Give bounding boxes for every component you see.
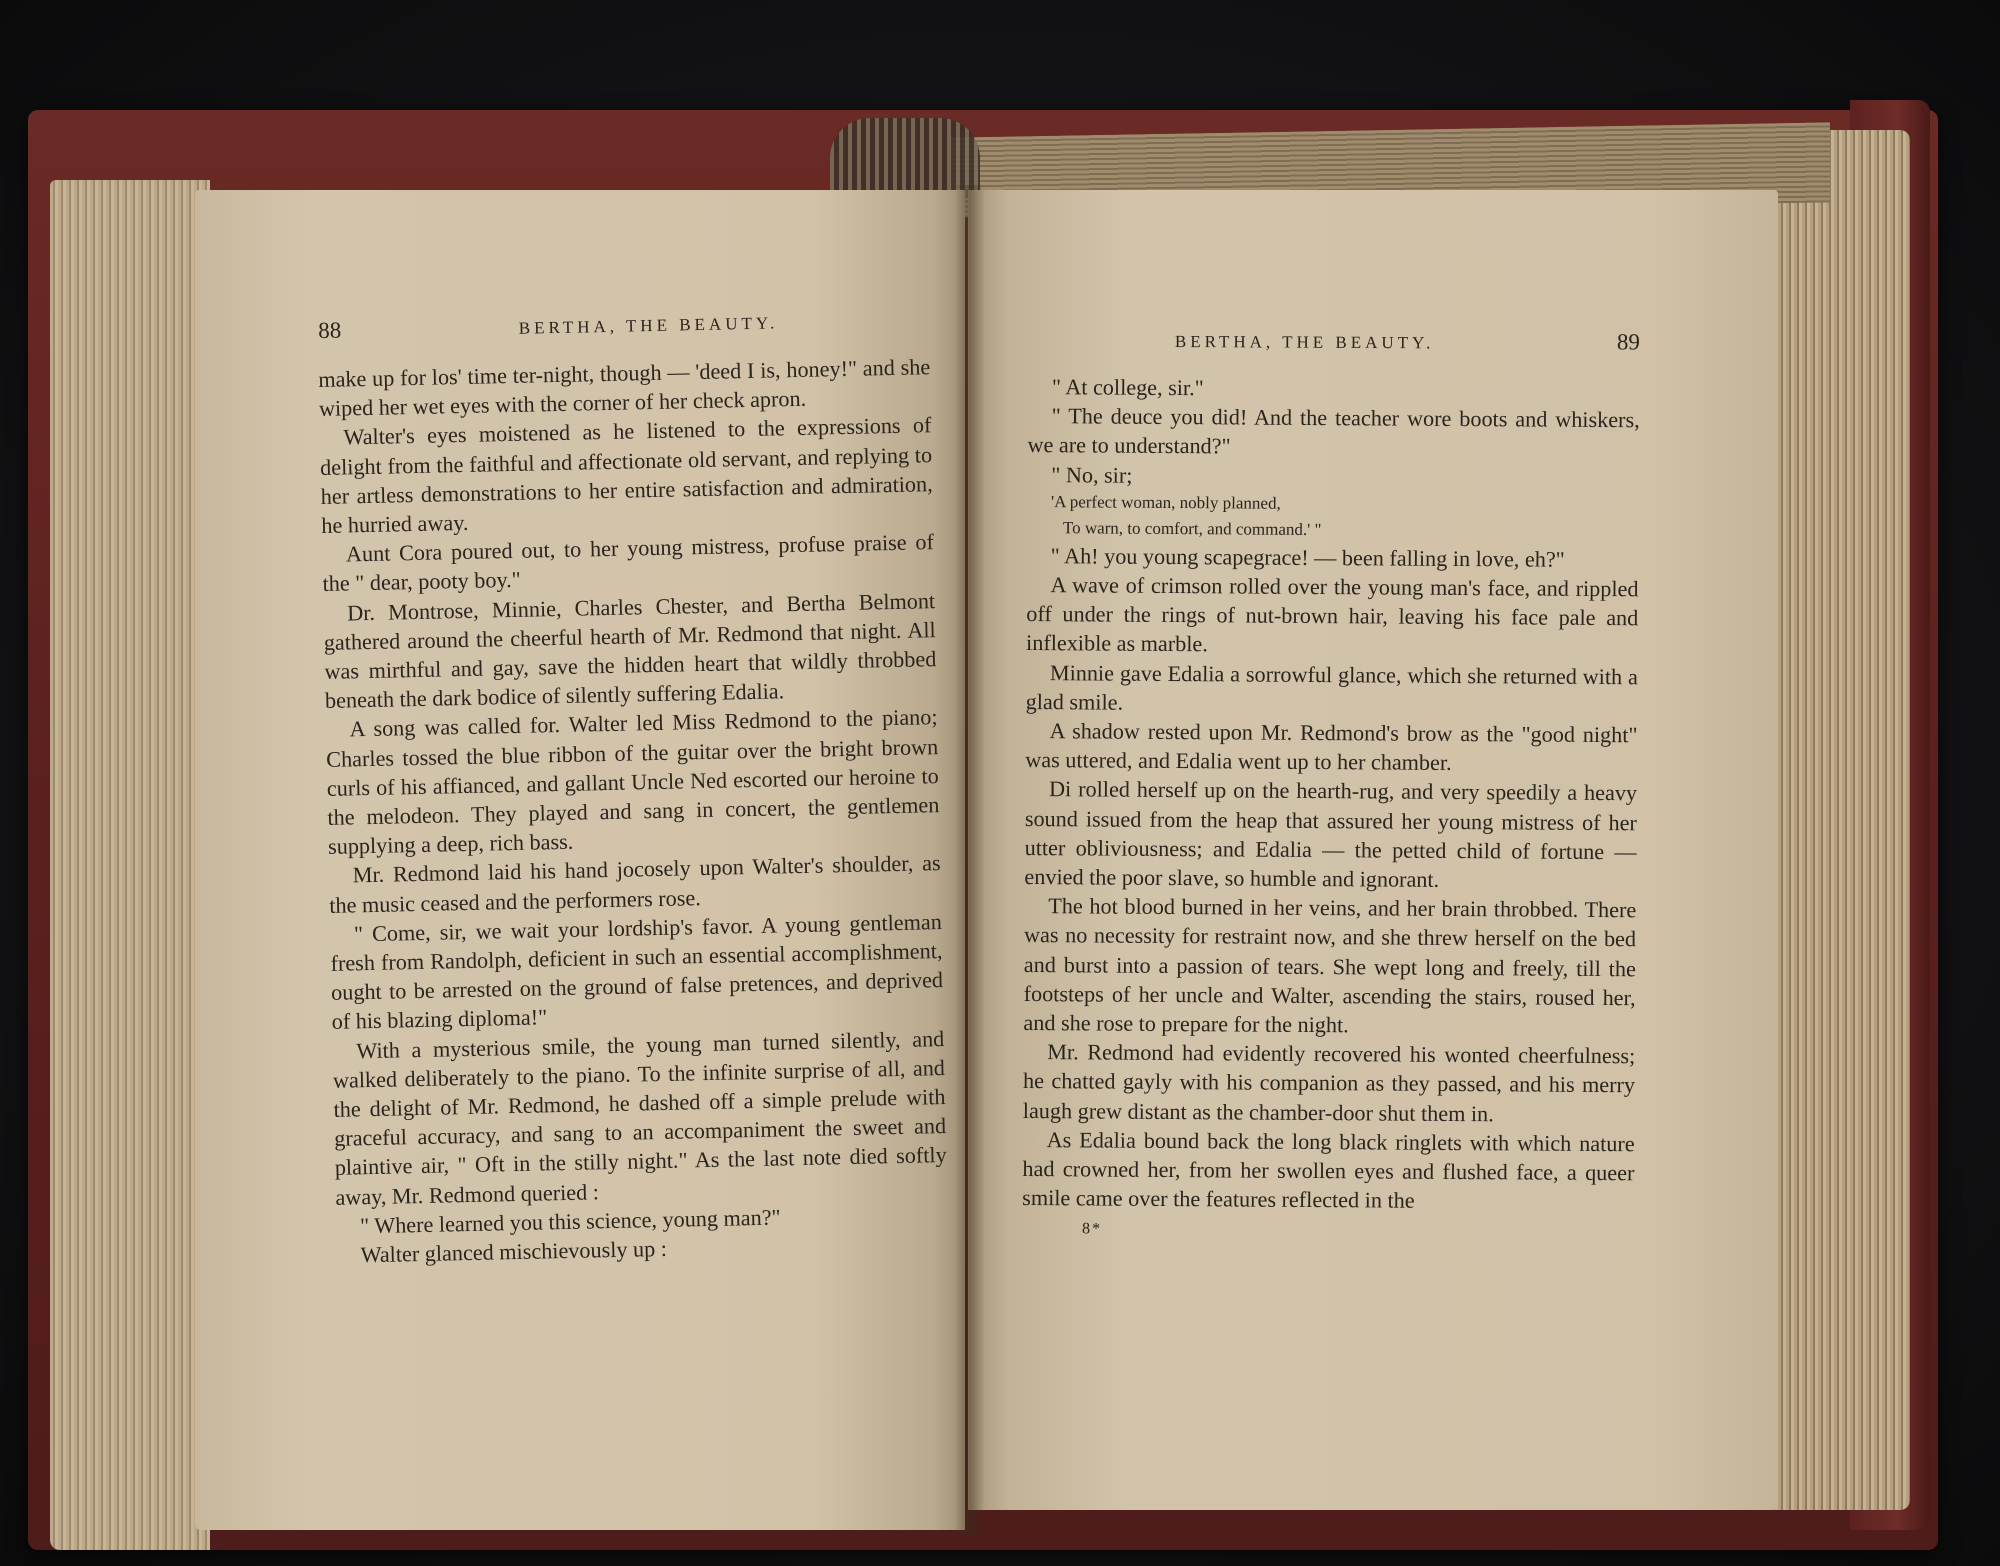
paragraph: The hot blood burned in her veins, and her brain throbbed. There was no necessity for restraint now, and she threw herself on the bed and burst into a passion of tears. She wept long and freely, till the footsteps of her uncle and Walter, ascending the stairs, roused her, and she rose to prepare for the night. — [1023, 893, 1637, 1038]
paragraph: Dr. Montrose, Minnie, Charles Chester, and Bertha Belmont gathered around the cheerful hearth of Mr. Redmond that night. All was mirthful and gay, save the hidden heart that wildly throbbed beneath the dark bodice of silently suffering Edalia. — [323, 587, 937, 714]
paragraph: A wave of crimson rolled over the young man's face, and rippled off under the rings of nut-brown hair, leaving his face pale and inflexible as marble. — [1026, 572, 1639, 657]
paragraph: make up for los' time ter-night, though — 'deed I is, honey!" and she wiped her wet eyes with the corner of her check apron. — [318, 354, 931, 422]
paragraph: Aunt Cora poured out, to her young mistress, profuse praise of the " dear, pooty boy." — [322, 529, 935, 597]
paragraph: " At college, sir." — [1051, 374, 1204, 401]
poem-quote — [1027, 489, 1639, 545]
paragraph: Walter glanced mischievously up : — [360, 1235, 668, 1268]
left-running-head: BERTHA, THE BEAUTY. — [518, 313, 779, 338]
right-running-head: BERTHA, THE BEAUTY. — [1174, 331, 1435, 353]
paragraph: Walter's eyes moistened as he listened to the expressions of delight from the faithful and affectionate old servant, and replying to her artless demonstrations to her entire satisfaction and admiration, he hurried away. — [319, 412, 933, 538]
paragraph: Mr. Redmond had evidently recovered his wonted cheerfulness; he chatted gayly with his companion as they passed, and his merry laugh grew distant as the chamber-door shut them in. — [1022, 1039, 1636, 1126]
right-page-number: 89 — [1616, 329, 1640, 355]
paragraph: With a mysterious smile, the young man turned silently, and walked deliberately to the piano. To the infinite surprise of all, and the delight of Mr. Redmond, he dashed off a simple prelude with graceful accuracy, and sang to an accompaniment the sweet and plaintive air, " Oft in the stilly night." As the last note died softly away, Mr. Redmond queried : — [332, 1025, 947, 1210]
right-running-header — [1175, 327, 1640, 355]
paragraph: " The deuce you did! And the teacher wore boots and whiskers, we are to understand?" — [1027, 403, 1640, 459]
paragraph: " Where learned you this science, young man?" — [359, 1204, 781, 1239]
paragraph: A song was called for. Walter led Miss Redmond to the piano; Charles tossed the blue ribbon of the guitar over the bright brown curls of his affianced, and gallant Uncle Ned escorted our heroine to the melodeon. They played and sang in concert, the gentlemen supplying a deep, rich bass. — [325, 704, 940, 860]
poem-line: 'A perfect woman, nobly planned, — [1051, 491, 1281, 513]
left-page-stack — [50, 180, 210, 1550]
right-page-stack — [1770, 130, 1910, 1510]
paragraph: Di rolled herself up on the hearth-rug, and very speedily a heavy sound issued from the heap that assured her young mistress of her utter obliviousness; and Edalia — the petted child of fortune — envied the poor slave, so humble and ignorant. — [1024, 776, 1638, 892]
poem-line: To warn, to comfort, and command.' " — [1062, 518, 1322, 539]
paragraph: " Ah! you young scapegrace! — been falling in love, eh?" — [1050, 542, 1565, 572]
right-page-text — [1022, 372, 1640, 1248]
left-page-number: 88 — [318, 317, 342, 343]
paragraph: Mr. Redmond laid his hand jocosely upon Walter's shoulder, as the music ceased and the performers rose. — [329, 850, 941, 918]
book-gutter — [955, 185, 985, 1535]
paragraph: As Edalia bound back the long black ringlets with which nature had crowned her, from her swollen eyes and flushed face, a queer smile came over the features reflected in the — [1022, 1127, 1635, 1214]
paragraph: A shadow rested upon Mr. Redmond's brow as the "good night" was uttered, and Edalia went up to her chamber. — [1025, 718, 1638, 776]
paragraph: Minnie gave Edalia a sorrowful glance, which she returned with a glad smile. — [1025, 659, 1638, 715]
paragraph: " Come, sir, we wait your lordship's favor. A young gentleman fresh from Randolph, deficient in such an essential accomplishment, ought to be arrested on the ground of false pretences, and deprived of his blazing diploma!" — [330, 908, 944, 1035]
signature-mark: 8* — [1081, 1220, 1103, 1239]
paragraph: " No, sir; — [1051, 461, 1133, 488]
left-page-text — [318, 352, 949, 1270]
